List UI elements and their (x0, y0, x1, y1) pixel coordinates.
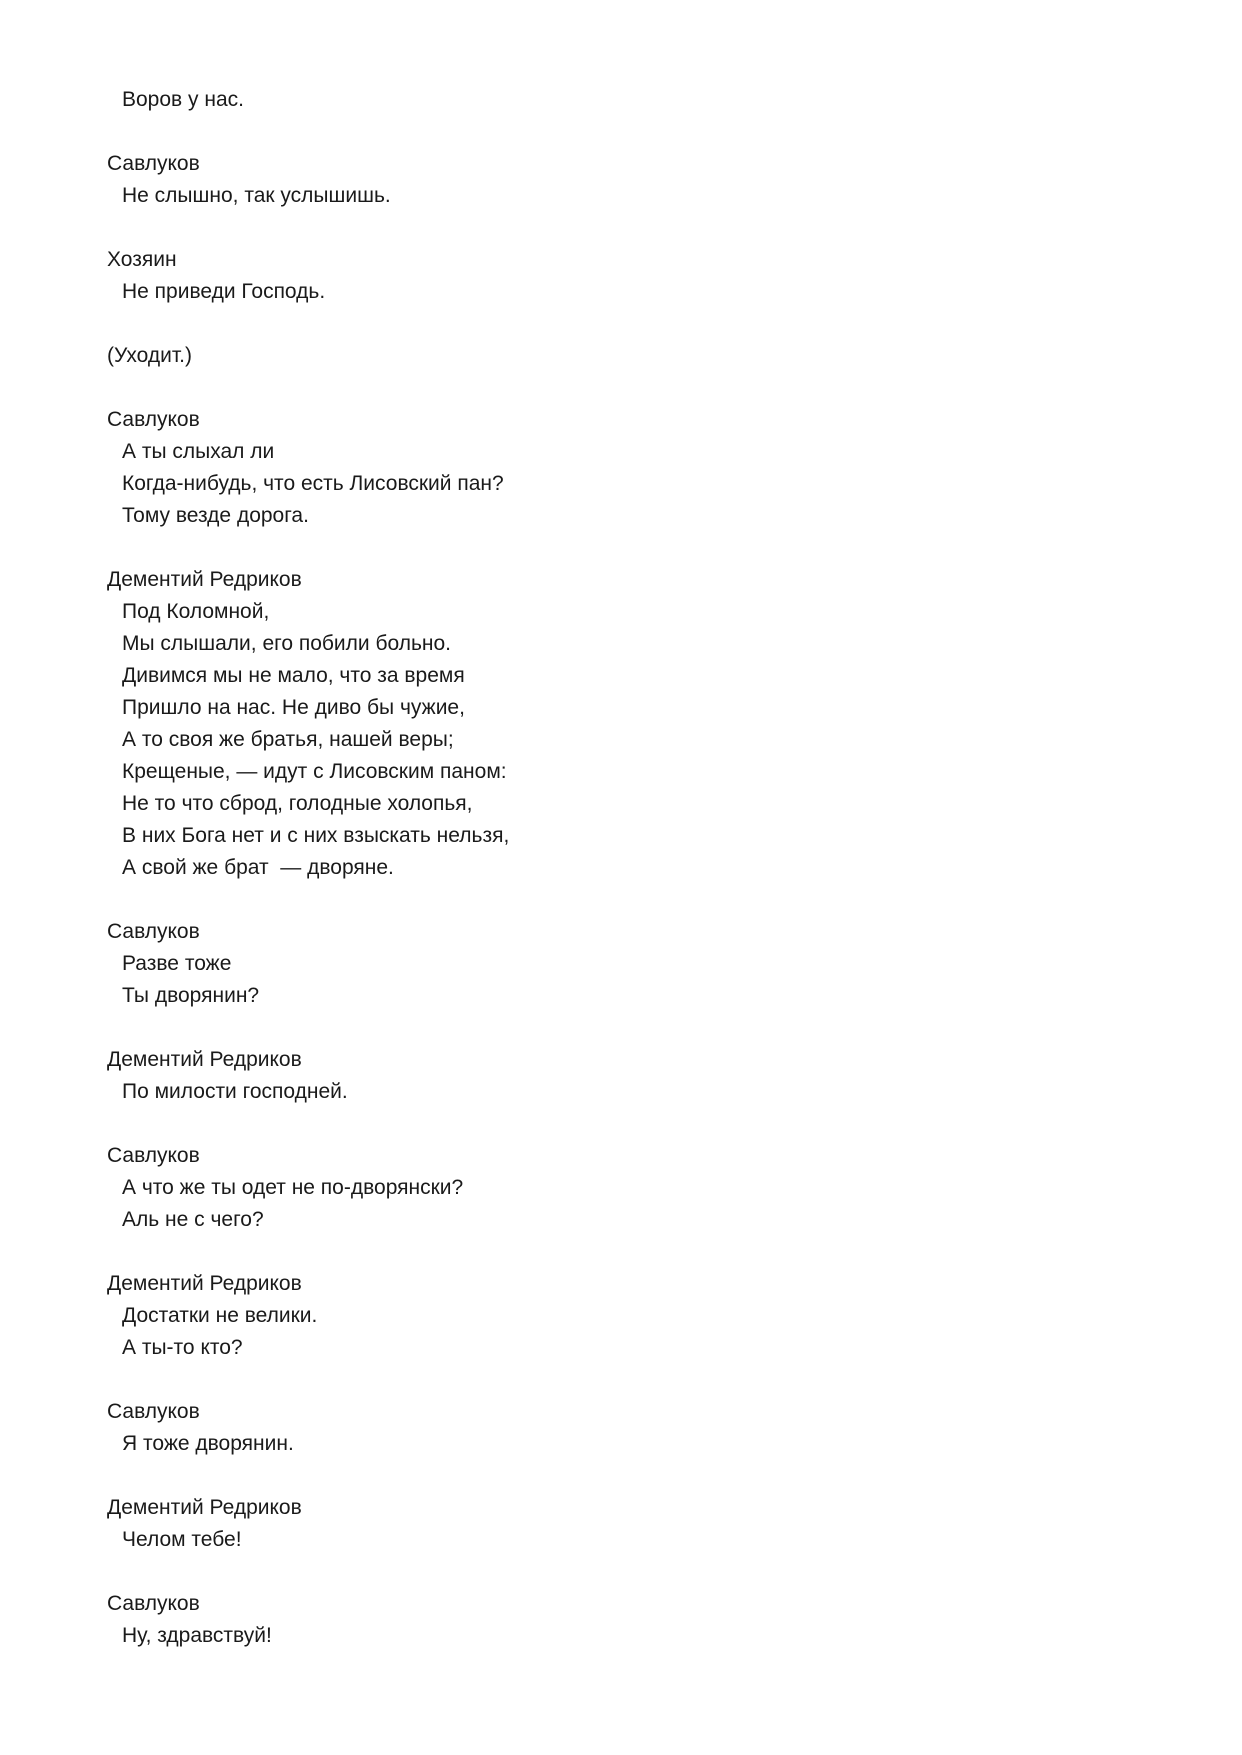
speaker-name: Савлуков (107, 1592, 200, 1615)
blank-line (107, 884, 1107, 916)
verse-line: Разве тоже (122, 952, 232, 975)
speaker-name: Дементий Редриков (107, 568, 302, 591)
blank-line (107, 1108, 1107, 1140)
verse-line: Не слышно, так услышишь. (122, 184, 391, 207)
verse-line: А что же ты одет не по-дворянски? (122, 1176, 464, 1199)
verse-line: Воров у нас. (122, 88, 244, 111)
speaker-name: Савлуков (107, 408, 200, 431)
verse-line: Тому везде дорога. (122, 504, 309, 527)
speaker-name: Дементий Редриков (107, 1496, 302, 1519)
verse-line: В них Бога нет и с них взыскать нельзя, (122, 824, 510, 847)
verse-line: Не приведи Господь. (122, 280, 326, 303)
verse-line: А ты-то кто? (122, 1336, 243, 1359)
speaker-name: Дементий Редриков (107, 1048, 302, 1071)
verse-line: Аль не с чего? (122, 1208, 264, 1231)
blank-line (107, 1012, 1107, 1044)
speaker-name: Дементий Редриков (107, 1272, 302, 1295)
blank-line (107, 372, 1107, 404)
verse-line: Ты дворянин? (122, 984, 260, 1007)
blank-line (107, 212, 1107, 244)
blank-line (107, 532, 1107, 564)
blank-line (107, 1236, 1107, 1268)
speaker-name: Хозяин (107, 248, 177, 271)
speaker-name: Савлуков (107, 152, 200, 175)
blank-line (107, 1556, 1107, 1588)
verse-line: Крещеные, — идут с Лисовским паном: (122, 760, 507, 783)
verse-line: Дивимся мы не мало, что за время (122, 664, 465, 687)
verse-line: Челом тебе! (122, 1528, 242, 1551)
blank-line (107, 116, 1107, 148)
verse-line: А то своя же братья, нашей веры; (122, 728, 454, 751)
speaker-name: Савлуков (107, 1400, 200, 1423)
verse-line: Я тоже дворянин. (122, 1432, 294, 1455)
stage-direction: (Уходит.) (107, 344, 192, 367)
verse-line: Под Коломной, (122, 600, 270, 623)
verse-line: Не то что сброд, голодные холопья, (122, 792, 473, 815)
verse-line: Мы слышали, его побили больно. (122, 632, 452, 655)
verse-line: Достатки не велики. (122, 1304, 318, 1327)
speaker-name: Савлуков (107, 920, 200, 943)
blank-line (107, 1460, 1107, 1492)
verse-line: По милости господней. (122, 1080, 348, 1103)
verse-line: А свой же брат — дворяне. (122, 856, 394, 879)
verse-line: Пришло на нас. Не диво бы чужие, (122, 696, 465, 719)
play-text (107, 84, 1107, 1652)
blank-line (107, 1364, 1107, 1396)
speaker-name: Савлуков (107, 1144, 200, 1167)
verse-line: Когда-нибудь, что есть Лисовский пан? (122, 472, 504, 495)
verse-line: А ты слыхал ли (122, 440, 275, 463)
blank-line (107, 308, 1107, 340)
verse-line: Ну, здравствуй! (122, 1624, 272, 1647)
